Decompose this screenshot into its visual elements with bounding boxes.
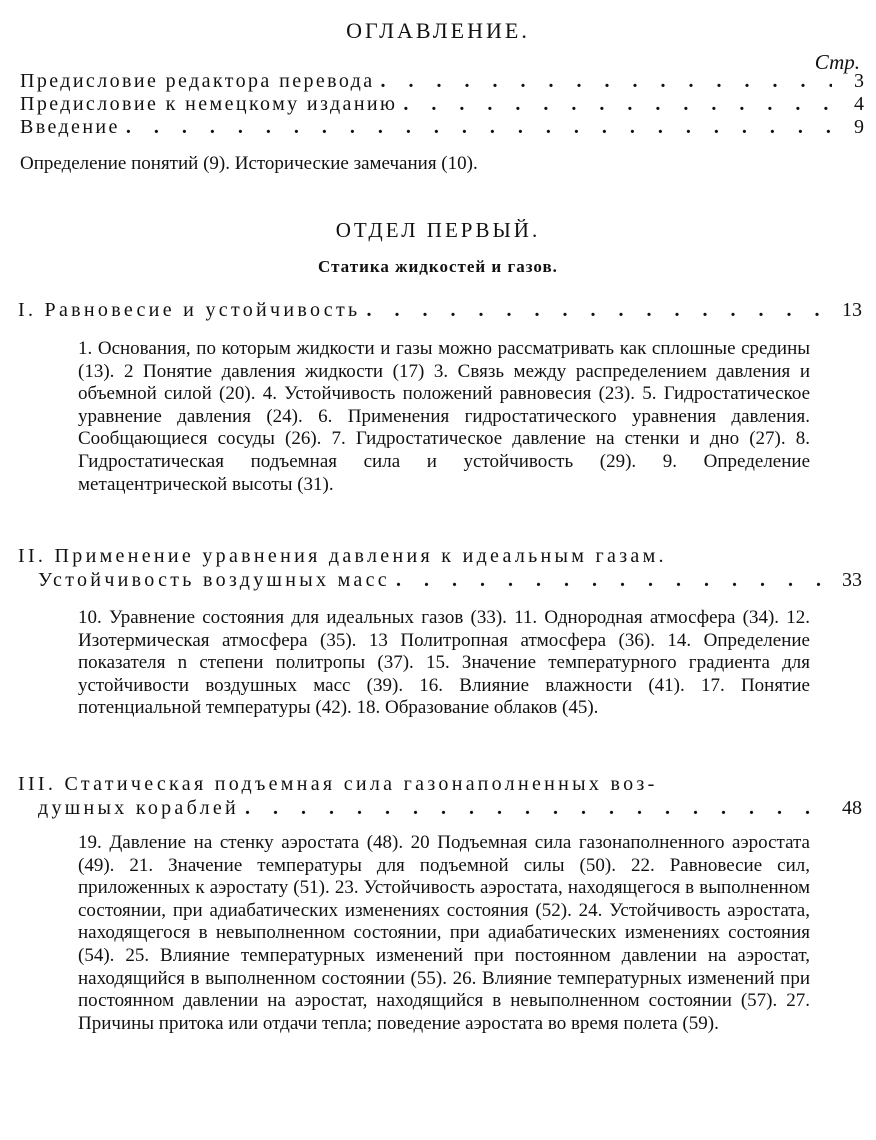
dot-leader	[366, 298, 830, 322]
section-heading-3	[18, 772, 862, 820]
toc-entry-label: Введение	[20, 116, 120, 138]
part-subtitle: Статика жидкостей и газов.	[318, 257, 558, 276]
toc-entry-label: Предисловие редактора перевода	[20, 70, 375, 92]
page-title: ОГЛАВЛЕНИЕ.	[346, 18, 530, 43]
dot-leader	[403, 93, 832, 116]
section-page: 48	[842, 797, 862, 819]
toc-entry-label: Предисловие к немецкому изданию	[20, 93, 398, 115]
section-title-continued: душных кораблей	[38, 797, 240, 819]
section-heading-2	[18, 544, 862, 592]
section-topics-3: 19. Давление на стенку аэростата (48). 20 Подъемная сила газонаполненного аэростата (49). 21. Значение температуры для подъемной силы (50). 22. Равновесие сил, приложенных к аэростату (51). 23. Устойчивость аэростата, находящегося в выполненном состоянии, при адиабатических изменениях состояния (52). 24. Устойчивость аэростата, находящегося в невыполненном состоянии, при адиабатических изменениях состояния (54). 25. Влияние температурных изменений при постоянном давлении на аэростат, находящийся в выполненном состоянии (55). 26. Влияние температурных изменений при постоянном давлении на аэростат, находящийся в невыполненном состоянии (57). 27. Причины притока или отдачи тепла; поведение аэростата во время полета (59).	[78, 832, 810, 1034]
dot-leader	[126, 116, 832, 139]
intro-topics: Определение понятий (9). Исторические замечания (10).	[20, 153, 478, 174]
toc-entry-editor-preface	[20, 70, 864, 94]
part-title: ОТДЕЛ ПЕРВЫЙ.	[335, 218, 541, 242]
toc-entry-introduction	[20, 116, 864, 140]
section-title: II. Применение уравнения давления к идеальным газам.	[18, 545, 667, 567]
toc-entry-german-preface	[20, 93, 864, 117]
section-topics-2: 10. Уравнение состояния для идеальных газов (33). 11. Однородная атмосфера (34). 12. Изотермическая атмосфера (35). 13 Политропная атмосфера (36). 14. Определение показателя n степени политропы (37). 15. Значение температурного градиента для устойчивости воздушных масс (39). 16. Влияние влажности (41). 17. Понятие потенциальной температуры (42). 18. Образование облаков (45).	[78, 607, 810, 719]
dot-leader	[396, 568, 830, 592]
toc-entry-page: 3	[854, 70, 864, 92]
page-column-label: Стр.	[814, 50, 860, 74]
section-page: 13	[842, 299, 862, 321]
section-title: I. Равновесие и устойчивость	[18, 299, 361, 321]
dot-leader	[381, 70, 832, 93]
toc-entry-page: 9	[854, 116, 864, 138]
section-title: III. Статическая подъемная сила газонаполненных воз-	[18, 773, 658, 795]
section-title-continued: Устойчивость воздушных масс	[38, 569, 390, 591]
section-page: 33	[842, 569, 862, 591]
dot-leader	[245, 796, 830, 820]
section-heading-1	[18, 298, 862, 322]
toc-entry-page: 4	[854, 93, 864, 115]
section-topics-1: 1. Основания, по которым жидкости и газы можно рассматривать как сплошные средины (13). 2 Понятие давления жидкости (17) 3. Связь между распределением давления и объемной силой (20). 4. Устойчивость положений равновесия (23). 5. Гидростатическое уравнение давления (24). 6. Применения гидростатического уравнения давления. Сообщающиеся сосуды (26). 7. Гидростатическое давление на стенки и дно (27). 8. Гидростатическая подъемная сила и устойчивость (29). 9. Определение метацентрической высоты (31).	[78, 338, 810, 495]
